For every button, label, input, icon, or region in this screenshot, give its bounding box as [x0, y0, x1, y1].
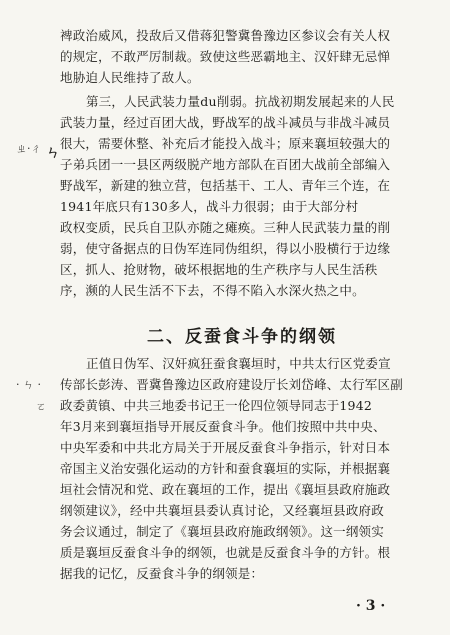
text-line: 帝国主义治安强化运动的方针和蚕食襄垣的实际，并根据襄 [60, 461, 391, 476]
page-number: · 3 · [356, 598, 386, 614]
text-line: 弱，使守备据点的日伪军连同伪组织，得以小股横行于边缘 [60, 241, 391, 256]
text-line: 据我的记忆，反蚕食斗争的纲领是： [60, 566, 264, 581]
margin-note-3: · ㄣ · [16, 378, 41, 391]
text-line: 务会议通过，制定了《襄垣县政府施政纲领》。这一纲领实 [60, 524, 384, 539]
margin-note-1: ㄓ·ㄔ [16, 142, 42, 155]
text-line: 野战军，新建的独立营，包括基干、工人、青年三个连，在 [60, 178, 391, 193]
paragraph-3 [60, 358, 424, 589]
margin-note-2: ㄣ [46, 145, 60, 161]
paragraph-2 [60, 96, 424, 306]
text-line: 纲领建议》，经中共襄垣县委认真讨论，又经襄垣县政府政 [60, 503, 384, 518]
text-line: 裨政治威风，投敌后又借蒋犯警冀鲁豫边区参议会有关人权 [60, 28, 391, 43]
text-line: 序，濒的人民生活不下去，不得不陷入水深火热之中。 [60, 283, 365, 298]
text-line: 中央军委和中共北方局关于开展反蚕食斗争指示，针对日本 [60, 440, 391, 455]
text-line: 很大，需要休整、补充后才能投入战斗；原来襄垣较强大的 [60, 136, 391, 151]
text-line: 质是襄垣反蚕食斗争的纲领，也就是反蚕食斗争的方针。根 [60, 545, 391, 560]
text-line: 年3月来到襄垣指导开展反蚕食斗争。他们按照中共中央、 [60, 419, 386, 434]
text-line: 正值日伪军、汉奸疯狂蚕食襄垣时，中共太行区党委宣 [86, 356, 391, 371]
text-line: 地胁迫人民维持了敌人。 [60, 70, 200, 85]
text-line: 武装力量，经过百团大战，野战军的战斗减员与非战斗减员 [60, 115, 391, 130]
paragraph-1 [60, 30, 424, 93]
text-line: 区，抓人、抢财物，破坏根据地的生产秩序与人民生活秩 [60, 262, 378, 277]
text-line: 的规定，不敢严厉制裁。致使这些恶霸地主、汉奸肆无忌惮 [60, 49, 391, 64]
text-line: 政委黄镇、中共三地委书记王一伦四位领导同志于1942 [60, 398, 373, 413]
text-line: 第三，人民武装力量du削弱。抗战初期发展起来的人民 [86, 94, 395, 109]
text-line: 子弟兵团一一县区两级脱产地方部队在百团大战前全部编入 [60, 157, 391, 172]
section-heading: 二、反蚕食斗争的纲领 [147, 327, 337, 347]
text-line: 1941年底只有130多人，战斗力很弱；由于大部分村 [60, 199, 359, 214]
text-line: 传部长彭涛、晋冀鲁豫边区政府建设厅长刘岱峰、太行军区副 [60, 377, 403, 392]
margin-note-4: ㄛ [36, 402, 46, 413]
text-line: 政权变质，民兵自卫队亦随之瘫痪。三种人民武装力量的削 [60, 220, 391, 235]
text-line: 垣社会情况和党、政在襄垣的工作，提出《襄垣县政府施政 [60, 482, 391, 497]
